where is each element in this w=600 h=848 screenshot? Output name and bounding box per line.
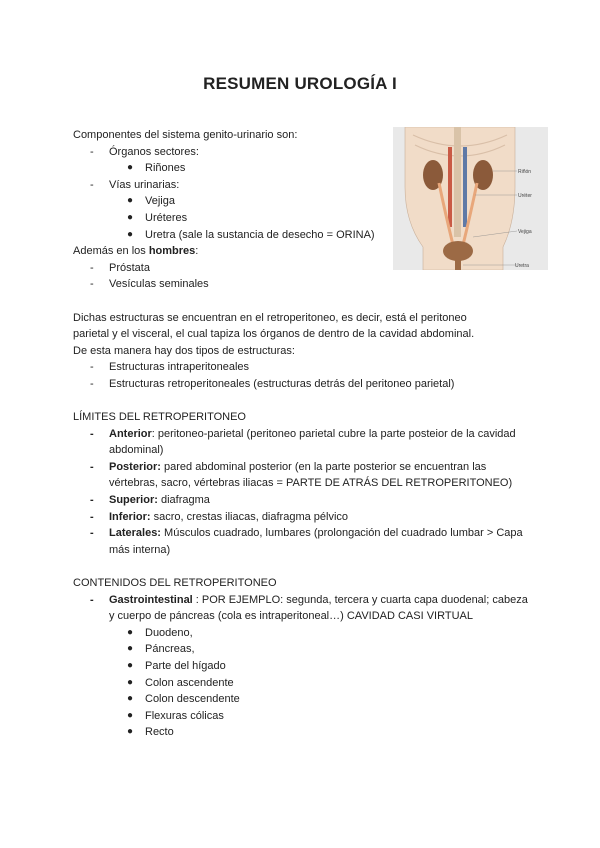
list-item: ● Duodeno, xyxy=(127,626,193,639)
document-body xyxy=(73,127,533,741)
list-item: ● Colon ascendente xyxy=(127,676,234,689)
list-item: - Superior: diafragma xyxy=(90,494,210,507)
list-item: - Laterales: Músculos cuadrado, lumbares (prolongación del cuadrado lumbar > Capa más interna) xyxy=(90,527,523,556)
label-vejiga: Vejiga xyxy=(518,229,532,235)
list-item: ● Páncreas, xyxy=(127,643,195,656)
section-heading-limites: LÍMITES DEL RETROPERITONEO xyxy=(73,411,246,424)
label-ureter: Uréter xyxy=(518,193,532,199)
label-rinon: Riñón xyxy=(518,169,532,175)
list-item: - Órganos sectores: xyxy=(90,145,199,158)
paragraph-line: De esta manera hay dos tipos de estructuras: xyxy=(73,344,295,357)
list-item: - Posterior: pared abdominal posterior (en la parte posterior se encuentran las vértebras, sacro, vértebras iliacas = PARTE DE ATRÁS DEL RETROPERITONEO) xyxy=(90,460,513,490)
list-item: ● Riñones xyxy=(127,162,186,175)
list-item: - Vesículas seminales xyxy=(90,278,209,291)
list-item: - Anterior: peritoneo-parietal (peritoneo parietal cubre la parte posteior de la cavidad abdominal) xyxy=(90,427,516,457)
list-item: ● Vejiga xyxy=(127,195,175,208)
list-item: ● Colon descendente xyxy=(127,693,240,706)
list-item: - Estructuras intraperitoneales xyxy=(90,361,250,374)
page-title: RESUMEN UROLOGÍA I xyxy=(203,74,397,93)
list-item: ● Flexuras cólicas xyxy=(127,709,224,722)
list-item: ● Uretra (sale la sustancia de desecho = ORINA) xyxy=(127,228,375,241)
paragraph-line: parietal y el visceral, el cual tapiza los órganos de dentro de la cavidad abdominal. xyxy=(73,328,475,341)
list-item: - Gastrointestinal : POR EJEMPLO: segunda, tercera y cuarta capa duodenal; cabeza y cuerpo de páncreas (cola es intraperitoneal…) CAVIDAD CASI VIRTUAL xyxy=(90,593,528,623)
list-item: ● Recto xyxy=(127,726,174,739)
hombres-line: Además en los hombres: xyxy=(73,245,199,258)
list-item: ● Uréteres xyxy=(127,211,188,224)
list-item: - Vías urinarias: xyxy=(90,178,180,191)
intro-heading: Componentes del sistema genito-urinario son: xyxy=(73,129,298,141)
list-item: ● Parte del hígado xyxy=(127,660,226,672)
list-item: - Estructuras retroperitoneales (estructuras detrás del peritoneo parietal) xyxy=(90,377,455,390)
label-uretra: Uretra xyxy=(515,263,529,269)
paragraph-line: Dichas estructuras se encuentran en el retroperitoneo, es decir, está el peritoneo xyxy=(73,311,467,324)
list-item: - Próstata xyxy=(90,261,150,274)
list-item: - Inferior: sacro, crestas iliacas, diafragma pélvico xyxy=(90,510,349,523)
section-heading-contenidos: CONTENIDOS DEL RETROPERITONEO xyxy=(73,577,277,590)
